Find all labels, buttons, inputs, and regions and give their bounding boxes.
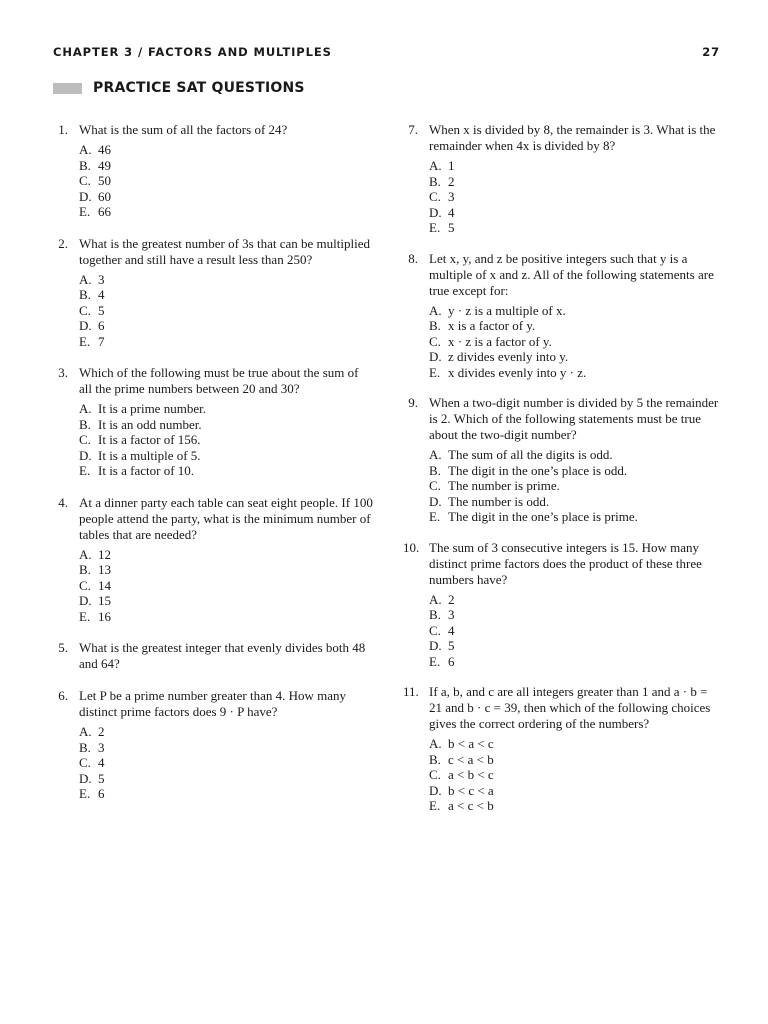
answer-choice: [429, 174, 723, 190]
answer-choice: [429, 654, 723, 670]
answer-choice: [79, 142, 373, 158]
choice-letter: B.: [429, 462, 441, 478]
question-text: When a two-digit number is divided by 5 the remainder is 2. Which of the following statements must be true about the two-digit number?: [429, 395, 719, 442]
choice-letter: A.: [429, 591, 442, 607]
chapter-title: CHAPTER 3 / FACTORS AND MULTIPLES: [53, 45, 332, 59]
choice-letter: E.: [79, 608, 91, 624]
question-7: [403, 122, 723, 236]
question-text: When x is divided by 8, the remainder is 3. What is the remainder when 4x is divided by 8?: [429, 122, 716, 153]
answer-choice: [79, 417, 373, 433]
answer-choice: [429, 752, 723, 768]
answer-choices: [429, 447, 723, 525]
choice-letter: A.: [429, 158, 442, 173]
answer-choice: [429, 736, 723, 752]
choice-letter: D.: [429, 349, 442, 364]
answer-choice: [429, 607, 723, 623]
answer-choice: [79, 547, 373, 563]
answer-choice: [429, 638, 723, 654]
answer-choice: [429, 592, 723, 608]
choice-letter: A.: [79, 401, 92, 416]
choice-letter: E.: [79, 204, 91, 219]
choice-text: c < a < b: [448, 751, 494, 767]
choice-text: 4: [98, 755, 105, 770]
choice-letter: B.: [79, 739, 91, 755]
choice-letter: E.: [429, 653, 441, 669]
question-number: 5.: [58, 640, 68, 655]
choice-text: a < b < c: [448, 767, 494, 782]
choice-letter: A.: [429, 736, 442, 751]
choice-text: 60: [98, 188, 111, 204]
choice-text: 13: [98, 562, 111, 577]
answer-choice: [429, 349, 723, 365]
question-number: 2.: [58, 235, 68, 251]
choice-text: 6: [98, 318, 105, 333]
question-number: 3.: [58, 365, 68, 380]
question-number: 7.: [408, 122, 418, 137]
answer-choices: [79, 547, 373, 625]
choice-text: 5: [98, 302, 105, 318]
choice-text: It is a multiple of 5.: [98, 447, 201, 463]
choice-letter: E.: [79, 333, 91, 349]
choice-letter: D.: [429, 638, 442, 653]
choice-letter: C.: [429, 333, 441, 349]
choice-text: x · z is a factor of y.: [448, 333, 552, 349]
question-text: If a, b, and c are all integers greater than 1 and a · b = 21 and b · c = 39, then which of the following choices gives the correct ordering of the numbers?: [429, 684, 711, 731]
question-text: At a dinner party each table can seat eight people. If 100 people attend the party, what is the minimum number of tables that are needed?: [79, 494, 373, 542]
answer-choice: [79, 432, 373, 448]
choice-letter: B.: [429, 173, 441, 189]
answer-choice: [79, 578, 373, 594]
choice-text: The digit in the one’s place is odd.: [448, 462, 628, 478]
answer-choice: [429, 783, 723, 799]
choice-letter: A.: [429, 302, 442, 318]
choice-text: 5: [98, 770, 105, 786]
choice-letter: B.: [79, 287, 91, 302]
choice-text: 16: [98, 608, 111, 624]
answer-choice: [429, 220, 723, 236]
answer-choice: [79, 755, 373, 771]
answer-choice: [79, 562, 373, 578]
choice-text: 6: [448, 653, 455, 669]
question-number: 8.: [408, 250, 418, 266]
choice-text: 66: [98, 204, 111, 219]
choice-letter: D.: [429, 204, 442, 220]
answer-choice: [429, 303, 723, 319]
answer-choice: [429, 318, 723, 334]
choice-text: 4: [98, 287, 105, 302]
choice-letter: D.: [79, 593, 92, 608]
answer-choice: [79, 724, 373, 740]
answer-choice: [79, 609, 373, 625]
choice-text: 50: [98, 173, 111, 188]
choice-letter: C.: [79, 173, 91, 188]
question-number: 6.: [58, 688, 68, 703]
choice-text: The digit in the one’s place is prime.: [448, 509, 638, 524]
choice-text: It is a prime number.: [98, 401, 206, 416]
choice-text: 3: [448, 189, 455, 204]
choice-text: 4: [448, 204, 455, 220]
question-2: [53, 236, 373, 350]
choice-letter: E.: [429, 364, 441, 380]
choice-text: 6: [98, 786, 105, 801]
answer-choice: [79, 771, 373, 787]
answer-choice: [79, 158, 373, 174]
choice-text: 3: [448, 607, 455, 622]
choice-text: 49: [98, 157, 111, 173]
choice-text: x is a factor of y.: [448, 318, 536, 333]
choice-letter: C.: [429, 767, 441, 782]
section-heading: [53, 80, 305, 96]
choice-text: The sum of all the digits is odd.: [448, 447, 613, 462]
answer-choice: [429, 205, 723, 221]
choice-letter: D.: [79, 770, 92, 786]
question-text: What is the greatest number of 3s that can be multiplied together and still have a result less than 250?: [79, 235, 370, 267]
answer-choice: [79, 204, 373, 220]
choice-letter: B.: [429, 318, 441, 333]
choice-letter: C.: [429, 189, 441, 204]
section-bar-decoration: [53, 83, 82, 94]
choice-letter: A.: [79, 271, 92, 287]
answer-choice: [429, 334, 723, 350]
answer-choice: [79, 318, 373, 334]
choice-text: a < c < b: [448, 798, 494, 813]
question-text: The sum of 3 consecutive integers is 15. How many distinct prime factors does the product of these three numbers have?: [429, 539, 702, 587]
answer-choice: [79, 287, 373, 303]
right-column: [403, 122, 723, 829]
choice-text: The number is odd.: [448, 493, 550, 509]
answer-choice: [79, 189, 373, 205]
choice-text: 7: [98, 333, 105, 349]
choice-text: 46: [98, 142, 111, 157]
choice-letter: D.: [429, 782, 442, 798]
choice-letter: C.: [79, 755, 91, 770]
answer-choice: [429, 798, 723, 814]
answer-choice: [429, 365, 723, 381]
question-4: [53, 495, 373, 625]
answer-choice: [429, 494, 723, 510]
question-10: [403, 540, 723, 670]
answer-choice: [79, 593, 373, 609]
choice-letter: B.: [429, 607, 441, 622]
choice-text: 14: [98, 577, 111, 593]
choice-text: It is a factor of 10.: [98, 463, 195, 478]
answer-choice: [429, 478, 723, 494]
question-6: [53, 688, 373, 802]
choice-text: b < c < a: [448, 782, 494, 798]
choice-text: z divides evenly into y.: [448, 349, 569, 364]
question-text: What is the sum of all the factors of 24?: [79, 122, 288, 137]
answer-choice: [79, 786, 373, 802]
answer-choices: [429, 158, 723, 236]
choice-text: It is an odd number.: [98, 416, 202, 432]
choice-text: x divides evenly into y · z.: [448, 364, 587, 380]
choice-letter: D.: [79, 447, 92, 463]
choice-letter: E.: [429, 220, 441, 235]
choice-letter: D.: [79, 318, 92, 333]
choice-text: 3: [98, 739, 105, 755]
answer-choice: [79, 463, 373, 479]
choice-letter: D.: [429, 493, 442, 509]
question-number: 4.: [58, 494, 68, 510]
choice-letter: A.: [79, 546, 92, 562]
choice-text: 2: [98, 724, 105, 739]
question-number: 10.: [403, 539, 420, 555]
answer-choice: [429, 447, 723, 463]
choice-text: 2: [448, 591, 455, 607]
answer-choice: [429, 463, 723, 479]
choice-letter: C.: [429, 478, 441, 493]
choice-text: 3: [98, 271, 105, 287]
choice-text: It is a factor of 156.: [98, 432, 201, 447]
running-head: [53, 45, 720, 59]
answer-choice: [429, 509, 723, 525]
choice-text: b < a < c: [448, 736, 494, 751]
question-1: [53, 122, 373, 220]
choice-text: 4: [448, 622, 455, 638]
question-3: [53, 365, 373, 479]
choice-text: The number is prime.: [448, 478, 560, 493]
question-text: What is the greatest integer that evenly divides both 48 and 64?: [79, 640, 366, 671]
choice-text: 5: [448, 220, 455, 235]
section-title: PRACTICE SAT QUESTIONS: [93, 80, 305, 96]
answer-choices: [79, 142, 373, 220]
choice-letter: C.: [79, 577, 91, 593]
choice-letter: C.: [79, 302, 91, 318]
choice-letter: C.: [429, 622, 441, 638]
question-number: 1.: [58, 122, 68, 137]
choice-text: 2: [448, 173, 455, 189]
choice-text: 1: [448, 158, 455, 173]
choice-letter: E.: [79, 786, 91, 801]
choice-letter: A.: [429, 447, 442, 462]
answer-choice: [79, 740, 373, 756]
choice-letter: A.: [79, 724, 92, 739]
choice-text: 5: [448, 638, 455, 653]
answer-choice: [79, 401, 373, 417]
answer-choice: [429, 189, 723, 205]
answer-choice: [79, 303, 373, 319]
answer-choices: [79, 401, 373, 479]
answer-choice: [429, 767, 723, 783]
choice-letter: E.: [429, 509, 441, 524]
choice-letter: B.: [79, 157, 91, 173]
page-number: 27: [702, 45, 720, 59]
choice-letter: C.: [79, 432, 91, 447]
question-text: Let P be a prime number greater than 4. How many distinct prime factors does 9 · P have?: [79, 688, 347, 719]
choice-text: y · z is a multiple of x.: [448, 302, 566, 318]
choice-letter: B.: [429, 751, 441, 767]
question-9: [403, 395, 723, 525]
question-5: [53, 640, 373, 672]
question-number: 9.: [408, 395, 418, 410]
answer-choice: [429, 623, 723, 639]
choice-letter: B.: [79, 416, 91, 432]
choice-letter: E.: [79, 463, 91, 478]
left-column: [53, 122, 373, 818]
answer-choices: [429, 303, 723, 381]
choice-letter: E.: [429, 798, 441, 813]
answer-choice: [79, 334, 373, 350]
question-text: Which of the following must be true about the sum of all the prime numbers between 20 and 30?: [79, 365, 359, 396]
question-number: 11.: [403, 684, 419, 699]
answer-choices: [429, 592, 723, 670]
choice-letter: D.: [79, 188, 92, 204]
answer-choice: [79, 448, 373, 464]
choice-text: 15: [98, 593, 111, 608]
answer-choices: [79, 272, 373, 350]
question-11: [403, 684, 723, 814]
answer-choice: [79, 272, 373, 288]
answer-choices: [429, 736, 723, 814]
question-8: [403, 251, 723, 381]
choice-letter: B.: [79, 562, 91, 577]
answer-choice: [79, 173, 373, 189]
answer-choice: [429, 158, 723, 174]
answer-choices: [79, 724, 373, 802]
choice-text: 12: [98, 546, 111, 562]
question-text: Let x, y, and z be positive integers such that y is a multiple of x and z. All of the following statements are true except for:: [429, 250, 714, 298]
choice-letter: A.: [79, 142, 92, 157]
